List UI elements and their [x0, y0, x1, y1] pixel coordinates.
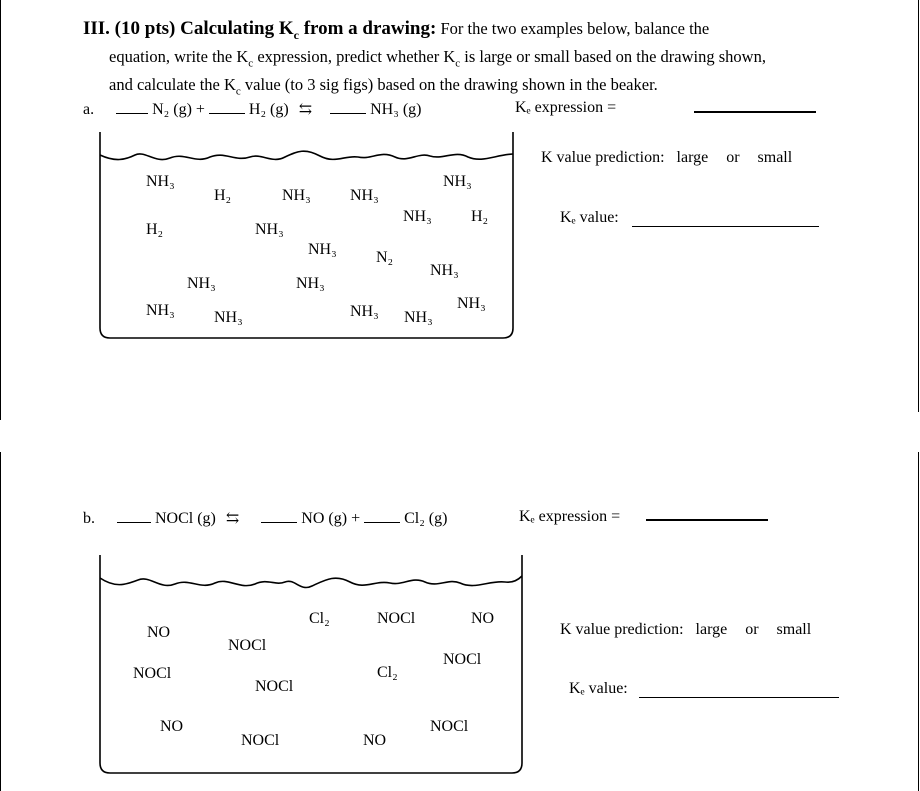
option-small[interactable]: small — [757, 149, 793, 166]
molecule-a: NH₃ — [430, 262, 459, 279]
molecule-a: N₂ — [376, 249, 394, 266]
molecule-a: NH₃ — [350, 187, 379, 204]
molecule-a: NH₃ — [296, 275, 325, 292]
heading-line1: For the two examples below, balance the — [436, 19, 710, 38]
part-a-reactant1: N₂ (g) + — [152, 101, 205, 118]
part-a-label: a. — [83, 101, 95, 118]
option-large[interactable]: large — [676, 149, 709, 166]
molecule-a: H₂ — [146, 221, 164, 238]
option-small[interactable]: small — [776, 621, 812, 638]
part-a-kc-expression-label: Kₑ expression = — [515, 99, 617, 116]
part-a-reactant2: H₂ (g) — [248, 101, 289, 118]
part-b-label: b. — [83, 510, 95, 527]
part-b-kc-value-label: Kₑ value: — [569, 680, 628, 697]
molecule-a: NH₃ — [214, 309, 243, 326]
molecule-b: NO — [147, 624, 171, 641]
part-b-product2: Cl₂ (g) — [404, 510, 448, 527]
part-a-kc-value-label: Kₑ value: — [560, 209, 619, 226]
molecule-a: NH₃ — [146, 173, 175, 190]
option-or: or — [745, 621, 759, 638]
part-b-reactant: NOCl (g) — [155, 510, 216, 527]
molecule-b: NOCl — [255, 678, 294, 695]
molecule-b: NOCl — [241, 732, 280, 749]
molecule-a: NH₃ — [350, 303, 379, 320]
molecule-b: NO — [363, 732, 387, 749]
molecule-a: NH₃ — [146, 302, 175, 319]
prediction-label: K value prediction: — [541, 149, 665, 166]
molecule-b: NO — [471, 610, 495, 627]
molecule-a: NH₃ — [255, 221, 284, 238]
molecule-a: NH₃ — [403, 208, 432, 225]
molecule-b: NOCl — [443, 651, 482, 668]
molecule-a: H₂ — [214, 187, 232, 204]
molecule-a: NH₃ — [187, 275, 216, 292]
molecule-b: NOCl — [430, 718, 469, 735]
molecule-b: NOCl — [228, 637, 267, 654]
part-b-kc-expression-label: Kₑ expression = — [519, 508, 621, 525]
molecule-b: Cl₂ — [309, 610, 330, 627]
heading-line3: and calculate the $K_c$ value (to 3 sig figs) based on the drawing shown in the beaker. — [109, 75, 658, 98]
heading-line2: equation, write the $K_c$ expression, predict whether $K_c$ is large or small based on the drawing shown, — [109, 46, 766, 70]
molecule-b: Cl₂ — [377, 664, 398, 681]
molecule-a: NH₃ — [308, 241, 337, 258]
molecule-a: NH₃ — [457, 295, 486, 312]
molecule-a: H₂ — [471, 208, 489, 225]
equilibrium-arrow-icon: ⇆ — [225, 510, 240, 527]
part-a-product: NH₃ (g) — [370, 101, 422, 118]
molecule-b: NOCl — [133, 665, 172, 682]
equilibrium-arrow-icon: ⇆ — [298, 101, 313, 118]
heading-title: III. (10 pts) Calculating $K_c$ from a drawing: — [83, 18, 437, 42]
molecule-b: NOCl — [377, 610, 416, 627]
molecule-a: NH₃ — [404, 309, 433, 326]
molecule-a: NH₃ — [443, 173, 472, 190]
molecule-b: NO — [160, 718, 184, 735]
prediction-label: K value prediction: — [560, 621, 684, 638]
part-b-product1: NO (g) + — [301, 510, 361, 527]
molecule-a: NH₃ — [282, 187, 311, 204]
option-or: or — [726, 149, 740, 166]
option-large[interactable]: large — [695, 621, 728, 638]
